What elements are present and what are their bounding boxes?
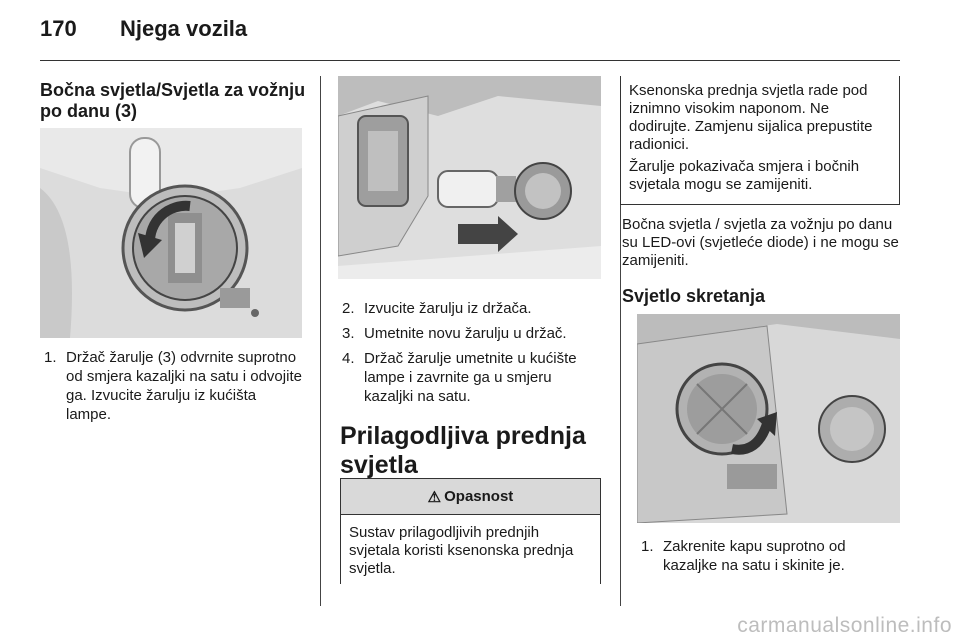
page-header <box>40 14 900 58</box>
steps-list-right <box>637 537 903 581</box>
section-title-cornering-light: Svjetlo skretanja <box>622 286 766 306</box>
watermark: carmanualsonline.info <box>737 614 952 637</box>
list-item: 2. Izvucite žarulju iz držača. <box>342 300 532 317</box>
notice-paragraph: Žarulje pokazivača smjera i bočnih svjetala mogu se zamijeniti. <box>629 158 860 193</box>
list-item: 1. Zakrenite kapu suprotno od kazaljke na satu i skinite je. <box>641 538 846 574</box>
page-number: 170 <box>40 16 77 41</box>
warning-triangle-icon: ⚠ <box>427 488 442 506</box>
chapter-title: Njega vozila <box>120 16 248 41</box>
figure-cornering-cap <box>637 314 900 523</box>
danger-warning-box <box>340 478 601 584</box>
section-title-side-lights: Bočna svjetla/Svjetla za vožnju po danu (3) <box>40 80 306 121</box>
header-divider <box>40 60 900 61</box>
led-info-paragraph: Bočna svjetla / svjetla za vožnju po danu su LED-ovi (svjetleće diode) i ne mogu se zamijeniti. <box>622 216 899 269</box>
danger-text: Sustav prilagodljivih prednjih svjetala koristi ksenonska prednja svjetla. <box>349 524 574 577</box>
list-item: 3. Umetnite novu žarulju u držač. <box>342 325 567 342</box>
column-divider-left <box>320 76 321 606</box>
danger-header <box>341 479 600 515</box>
steps-list-left <box>40 348 305 430</box>
list-item: 1. Držač žarulje (3) odvrnite suprotno od smjera kazaljki na satu i odvojite ga. Izvucite žarulju iz kućišta lampe. <box>44 349 302 423</box>
steps-list-middle <box>338 299 604 412</box>
figure-bulb-removal <box>338 76 601 279</box>
section-title-adaptive-headlights: Prilagodljiva prednja svjetla <box>340 422 586 479</box>
notice-paragraph: Ksenonska prednja svjetla rade pod iznimno visokim naponom. Ne dodirujte. Zamjenu sijalica prepustite radionici. <box>629 82 873 153</box>
danger-label: Opasnost <box>444 488 514 505</box>
list-item: 4. Držač žarulje umetnite u kućište lampe i zavrnite ga u smjeru kazaljki na satu. <box>342 350 577 405</box>
notice-box <box>620 76 900 205</box>
figure-bulb-holder-rotate <box>40 128 302 338</box>
